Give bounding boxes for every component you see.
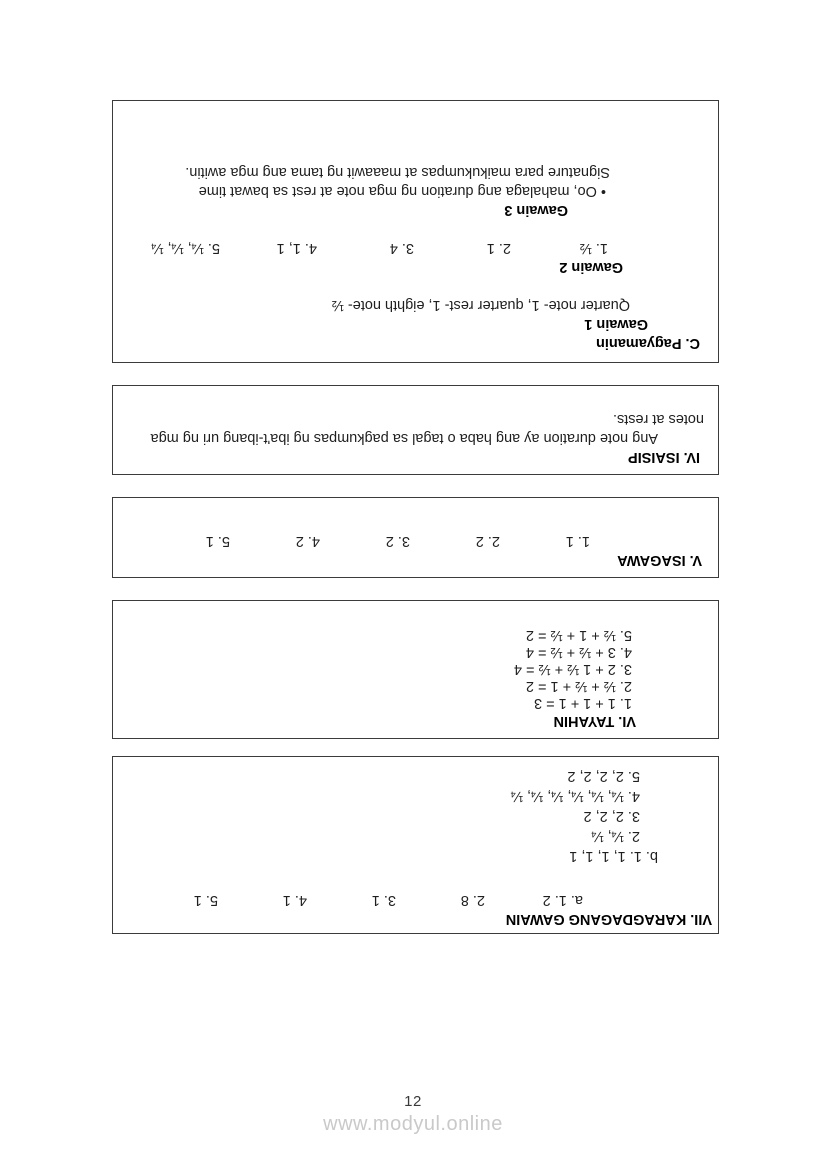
isaisip-paragraph-line-1: Ang note duration ay ang haba o tagal sa pagkumpas ng iba't-ibang uri ng mga <box>150 430 658 446</box>
answer-item: 4. ¼, ¼, ¼, ¼, ¼, ¼ <box>511 788 640 804</box>
gawain-3-title: Gawain 3 <box>504 202 568 218</box>
answer-item: 4. 1 <box>282 892 307 908</box>
section-box-tayahin <box>112 600 719 739</box>
equation-item: 2. ½ + ½ + 1 = 2 <box>525 678 632 694</box>
spacer <box>113 276 718 295</box>
spacer <box>113 219 718 238</box>
section-title-karagdagang: VII. KARAGDAGANG GAWAIN <box>505 911 712 927</box>
answers-row-a <box>113 890 583 909</box>
section-box-karagdagang-gawain <box>112 756 719 934</box>
section-title-pagyamanin: C. Pagyamanin <box>596 335 700 351</box>
answer-item: 2. 2 <box>475 533 500 549</box>
answer-item: 1. ½ <box>579 240 608 256</box>
gawain-2-title: Gawain 2 <box>559 259 623 275</box>
gawain-3-bullet-line-1: • Oo, mahalaga ang duration ng mga note at rest sa bawat time <box>198 183 606 199</box>
gawain-2-answers-row <box>113 238 608 257</box>
answer-item: 3. 4 <box>389 240 414 256</box>
answer-item: 3. 2, 2, 2 <box>583 808 640 824</box>
answer-item: 3. 2 <box>385 533 410 549</box>
answer-b-line-1: b. 1. 1, 1, 1, 1 <box>569 848 658 864</box>
answer-item: 5. 1 <box>193 892 218 908</box>
gawain-1-answer: Quarter note- 1, quarter rest- 1, eighth note- ½ <box>331 297 630 313</box>
isaisip-paragraph-line-2: notes at rests. <box>612 411 704 427</box>
equation-item: 5. ½ + 1 + ½ = 2 <box>525 627 632 643</box>
equation-item: 4. 3 + ½ + ½ = 4 <box>525 644 632 660</box>
answer-item: 2. 8 <box>460 892 485 908</box>
section-title-isagawa: V. ISAGAWA <box>617 552 702 568</box>
answer-item: a. 1. 2 <box>542 892 583 908</box>
equation-item: 1. 1 + 1 + 1 = 3 <box>534 695 632 711</box>
equations-list <box>113 626 632 711</box>
answer-item: 3. 1 <box>371 892 396 908</box>
gawain-3-bullet-line-2: Signature para maikukumpas at maaawit ng tama ang mga awitin. <box>185 164 610 180</box>
answer-item: 1. 1 <box>565 533 590 549</box>
page-number: 12 <box>404 1093 422 1110</box>
spacer <box>113 866 718 890</box>
website-watermark: www.modyul.online <box>323 1113 503 1135</box>
gawain-1-title: Gawain 1 <box>584 316 648 332</box>
answer-item: 4. 2 <box>295 533 320 549</box>
answers-list-b <box>113 766 640 846</box>
section-box-isaisip <box>112 385 719 475</box>
rotated-content-region <box>112 100 719 934</box>
answer-item: 5. ¼, ¼, ¼ <box>151 240 220 256</box>
section-box-pagyamanin <box>112 100 719 363</box>
section-title-tayahin: VI. TAYAHIN <box>553 713 636 729</box>
answer-item: 2. 1 <box>486 240 511 256</box>
answer-item: 5. 2, 2, 2, 2 <box>567 768 640 784</box>
answer-item: 4. 1, 1 <box>276 240 317 256</box>
equation-item: 3. 2 + 1 ½ + ½ = 4 <box>513 661 632 677</box>
section-title-isaisip: IV. ISAISIP <box>628 449 700 465</box>
answer-item: 5. 1 <box>205 533 230 549</box>
answer-item: 2. ¼, ¼ <box>591 828 640 844</box>
section-box-isagawa <box>112 497 719 578</box>
answers-row-isagawa <box>113 531 590 550</box>
